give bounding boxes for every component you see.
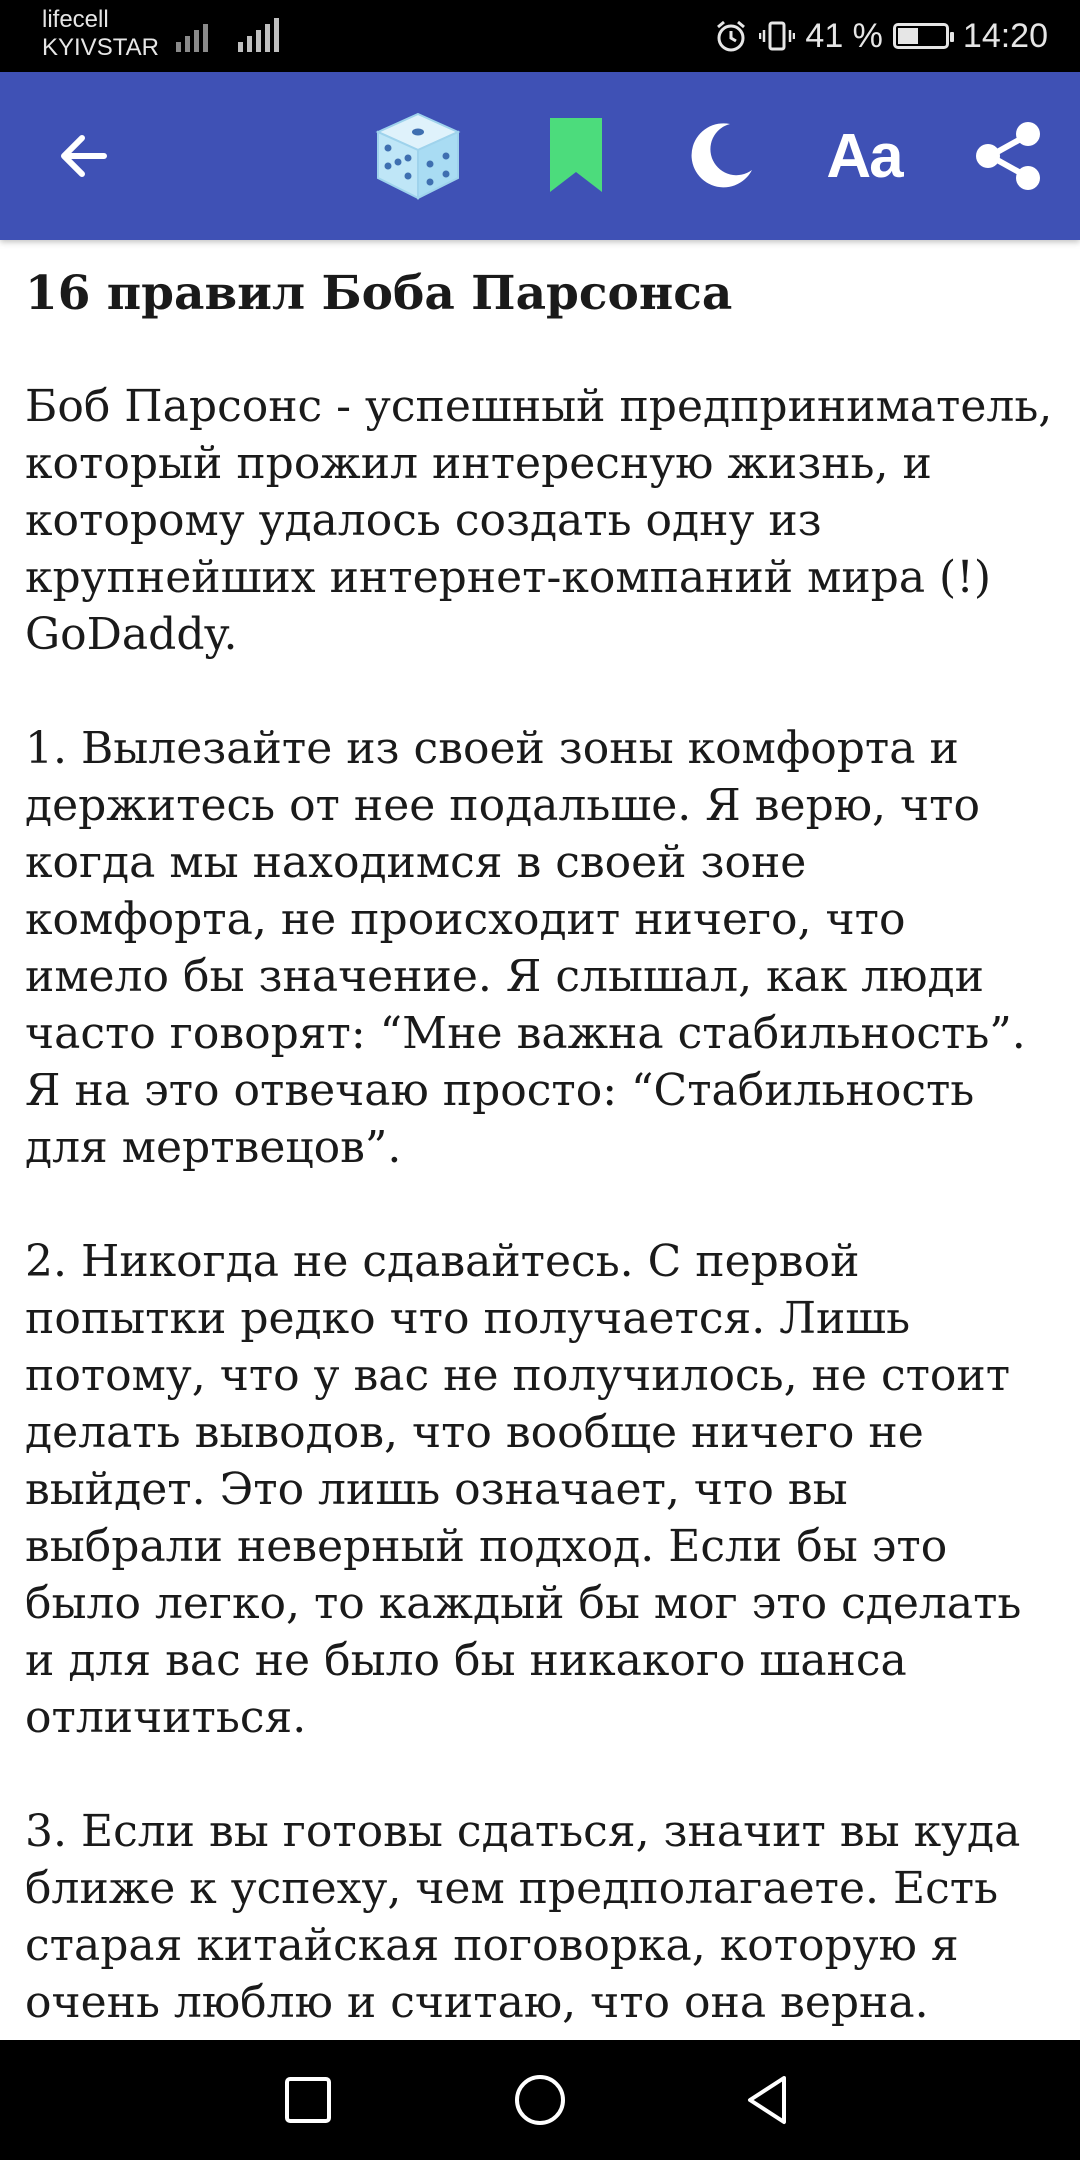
bookmark-icon [546, 116, 606, 196]
article-paragraph: 2. Никогда не сдавайтесь. С первой попытки редко что получается. Лишь потому, что у вас не получилось, не стоит делать выводов, что вообще ничего не выйдет. Это лишь означает, что вы выбрали неверный подход. Если бы это было легко, то каждый бы мог это сделать и для вас не было бы никакого шанса отличиться. [25, 1236, 1022, 1743]
back-arrow-icon [54, 126, 114, 186]
clock: 14:20 [962, 16, 1048, 55]
battery-icon [893, 23, 949, 49]
back-icon [740, 2072, 796, 2128]
signal-icon [238, 18, 279, 52]
night-mode-button[interactable] [666, 102, 774, 210]
article-paragraph: Боб Парсонс - успешный предприниматель, который прожил интересную жизнь, и которому удалось создать одну из крупнейших интернет-компаний мира (!) GoDaddy. [25, 381, 1053, 660]
home-button[interactable] [500, 2060, 580, 2140]
carrier-info [42, 6, 159, 62]
random-button[interactable] [364, 102, 472, 210]
alarm-icon [713, 18, 749, 54]
back-button[interactable] [30, 102, 138, 210]
font-size-icon: Aa [826, 121, 902, 191]
article-paragraph: 1. Вылезайте из своей зоны комфорта и держитесь от нее подальше. Я верю, что когда мы находимся в своей зоне комфорта, не происходит ничего, что имело бы значение. Я слышал, как люди часто говорят: “Мне важна стабильность”. Я на это отвечаю просто: “Стабильность для мертвецов”. [25, 723, 1026, 1173]
battery-level [898, 28, 919, 44]
status-indicators [713, 0, 1048, 72]
carrier-name-1: lifecell [42, 6, 109, 33]
article-paragraph: 3. Если вы готовы сдаться, значит вы куда ближе к успеху, чем предполагаете. Есть старая китайская поговорка, которую я очень люблю и считаю, что она верна. [25, 1806, 1021, 2028]
bookmark-button[interactable] [522, 102, 630, 210]
home-icon [512, 2072, 568, 2128]
signal-icon [176, 18, 208, 52]
carrier-name-2: KYIVSTAR [42, 34, 159, 61]
dice-icon [370, 108, 466, 204]
vibrate-icon [759, 18, 795, 54]
share-button[interactable] [954, 102, 1062, 210]
article-content[interactable] [25, 264, 1055, 2034]
moon-icon [682, 118, 758, 194]
share-icon [970, 118, 1046, 194]
status-bar [0, 0, 1080, 72]
navigation-bar [0, 2040, 1080, 2160]
article-title: 16 правил Боба Парсонса [25, 266, 733, 321]
recent-apps-button[interactable] [268, 2060, 348, 2140]
recent-apps-icon [283, 2075, 333, 2125]
font-size-button[interactable] [810, 102, 918, 210]
nav-back-button[interactable] [728, 2060, 808, 2140]
toolbar [0, 72, 1080, 240]
battery-percent: 41 % [805, 16, 883, 55]
